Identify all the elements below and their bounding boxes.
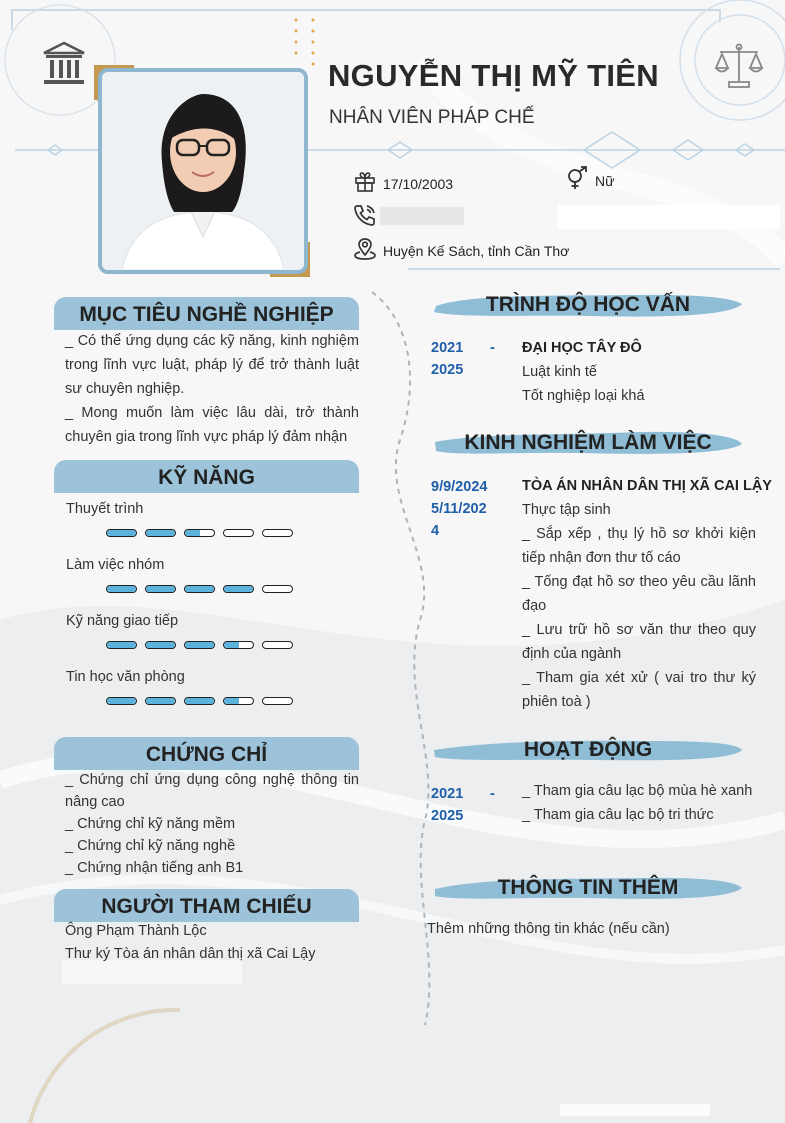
experience-date-end: 5/11/202 bbox=[431, 501, 487, 517]
activities-year-start: 2021 bbox=[431, 786, 464, 802]
experience-position: Thực tập sinh bbox=[522, 502, 611, 518]
skill-label: Làm việc nhóm bbox=[66, 557, 165, 573]
skill-segment bbox=[262, 697, 293, 705]
certificate-item: _ Chứng chỉ kỹ năng nghề bbox=[65, 838, 236, 854]
skill-segment bbox=[184, 585, 215, 593]
reference-position: Thư ký Tòa án nhân dân thị xã Cai Lậy bbox=[65, 946, 316, 962]
skill-segment bbox=[262, 641, 293, 649]
skill-segment bbox=[223, 641, 254, 649]
education-dash: - bbox=[490, 340, 495, 356]
experience-details bbox=[522, 474, 772, 714]
experience-date-start: 9/9/2024 bbox=[431, 479, 488, 495]
skill-segment bbox=[145, 585, 176, 593]
skills-heading: KỸ NĂNG bbox=[54, 460, 359, 493]
activities-heading: HOẠT ĐỘNG bbox=[432, 733, 744, 766]
scales-of-justice-icon bbox=[714, 42, 764, 90]
skill-label: Kỹ năng giao tiếp bbox=[66, 613, 179, 629]
skill-segment bbox=[223, 529, 254, 537]
objective-heading: MỤC TIÊU NGHỀ NGHIỆP bbox=[54, 297, 359, 330]
gift-icon bbox=[354, 170, 376, 192]
education-year-start: 2021 bbox=[431, 340, 464, 356]
reference-heading: NGƯỜI THAM CHIẾU bbox=[54, 889, 359, 922]
objective-line: _ Có thể ứng dụng các kỹ năng, kinh nghiệm trong lĩnh vực luật, pháp lý để trở thành luật sư chuyên nghiệp. bbox=[65, 333, 359, 397]
activities-year-end: 2025 bbox=[431, 808, 464, 824]
experience-duty: _ Sắp xếp , thụ lý hồ sơ khởi kiện tiếp nhận đơn thư tố cáo bbox=[522, 526, 756, 566]
certificate-item: _ Chứng nhận tiếng anh B1 bbox=[65, 860, 244, 876]
skill-segment bbox=[223, 697, 254, 705]
skill-bar bbox=[106, 697, 293, 705]
activity-item: _ Tham gia câu lạc bộ mùa hè xanh bbox=[522, 783, 753, 799]
skill-segment bbox=[106, 697, 137, 705]
job-title: NHÂN VIÊN PHÁP CHẾ bbox=[329, 107, 535, 128]
skill-label: Thuyết trình bbox=[66, 501, 144, 517]
objective-section bbox=[65, 329, 359, 449]
phone-icon bbox=[353, 203, 377, 227]
skill-segment bbox=[106, 585, 137, 593]
gender-icon bbox=[565, 166, 589, 190]
experience-duty: _ Tống đạt hồ sơ theo yêu cầu lãnh đạo bbox=[522, 574, 756, 614]
skill-segment bbox=[184, 697, 215, 705]
reference-name: Ông Phạm Thành Lộc bbox=[65, 923, 207, 939]
certificate-item: _ Chứng chỉ ứng dụng công nghệ thông tin nâng cao bbox=[65, 772, 359, 810]
skill-bar bbox=[106, 641, 293, 649]
certificates-heading: CHỨNG CHỈ bbox=[54, 737, 359, 770]
gender: Nữ bbox=[595, 173, 615, 189]
skill-segment bbox=[106, 641, 137, 649]
activities-list bbox=[522, 779, 752, 827]
certificates-section bbox=[65, 769, 359, 879]
skill-segment bbox=[184, 529, 215, 537]
reference-section bbox=[65, 920, 315, 966]
activities-dash: - bbox=[490, 786, 495, 802]
company-name: TÒA ÁN NHÂN DÂN THỊ XÃ CAI LẬY bbox=[522, 478, 772, 494]
skill-segment bbox=[262, 529, 293, 537]
profile-photo bbox=[98, 68, 308, 274]
extra-info-text: Thêm những thông tin khác (nếu cần) bbox=[427, 921, 670, 937]
skill-segment bbox=[145, 697, 176, 705]
skill-bar bbox=[106, 585, 293, 593]
extra-info-heading: THÔNG TIN THÊM bbox=[432, 871, 744, 904]
activity-item: _ Tham gia câu lạc bộ tri thức bbox=[522, 807, 714, 823]
major: Luật kinh tế bbox=[522, 364, 597, 380]
experience-heading: KINH NGHIỆM LÀM VIỆC bbox=[432, 426, 744, 459]
skill-segment bbox=[145, 529, 176, 537]
skill-segment bbox=[223, 585, 254, 593]
education-year-end: 2025 bbox=[431, 362, 464, 378]
skill-segment bbox=[262, 585, 293, 593]
birthday: 17/10/2003 bbox=[383, 176, 454, 192]
courthouse-icon bbox=[40, 40, 88, 88]
certificate-item: _ Chứng chỉ kỹ năng mềm bbox=[65, 816, 236, 832]
objective-line: _ Mong muốn làm việc lâu dài, trở thành chuyên gia trong lĩnh vực pháp lý đảm nhận bbox=[65, 405, 359, 445]
skill-segment bbox=[184, 641, 215, 649]
skill-segment bbox=[106, 529, 137, 537]
skill-label: Tin học văn phòng bbox=[66, 669, 185, 685]
experience-duty: _ Tham gia xét xử ( vai tro thư ký phiên toà ) bbox=[522, 670, 756, 710]
education-details bbox=[522, 336, 645, 408]
skill-bar bbox=[106, 529, 293, 537]
education-result: Tốt nghiệp loại khá bbox=[522, 388, 645, 404]
school-name: ĐẠI HỌC TÂY ĐÔ bbox=[522, 340, 642, 356]
phone-redacted bbox=[380, 207, 464, 225]
education-heading: TRÌNH ĐỘ HỌC VẤN bbox=[432, 288, 744, 321]
skill-segment bbox=[145, 641, 176, 649]
full-name: NGUYỄN THỊ MỸ TIÊN bbox=[328, 58, 659, 93]
experience-date-end-wrap: 4 bbox=[431, 523, 440, 539]
location-icon bbox=[353, 237, 377, 261]
experience-duty: _ Lưu trữ hồ sơ văn thư theo quy định của ngành bbox=[522, 622, 756, 662]
address: Huyện Kế Sách, tỉnh Cần Thơ bbox=[383, 243, 570, 259]
